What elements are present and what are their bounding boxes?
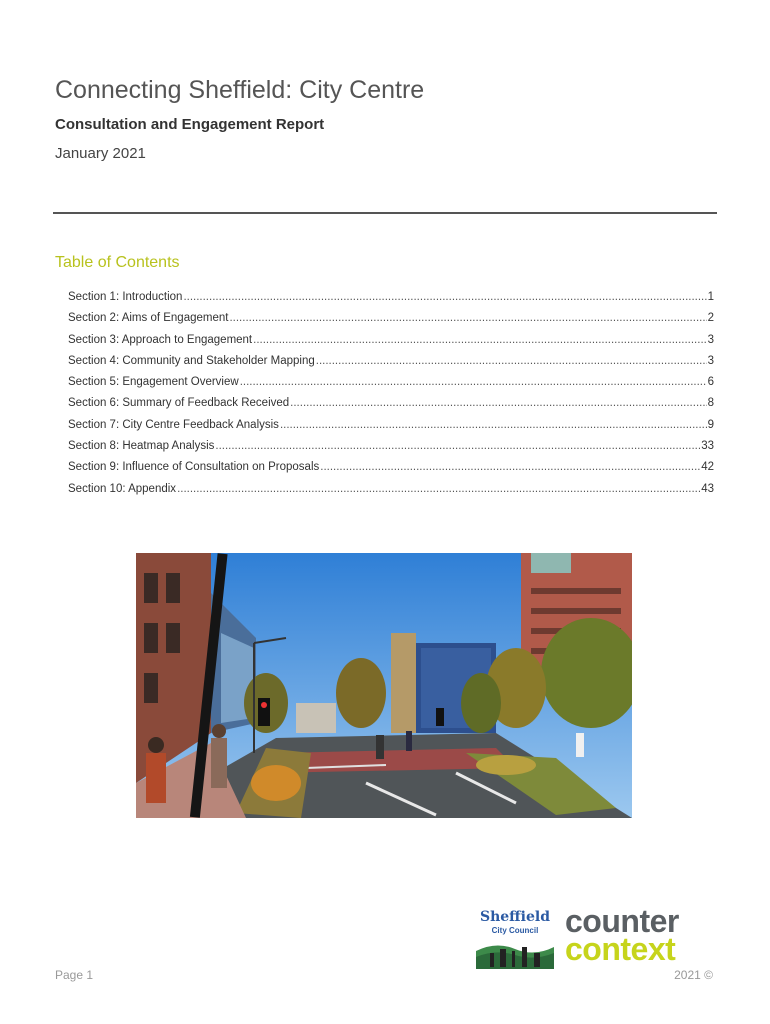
toc-entry-label: Section 1: Introduction [68, 291, 183, 303]
toc-leader-dots [229, 312, 706, 324]
toc-entry-1[interactable] [68, 291, 714, 312]
toc-leader-dots [316, 355, 707, 367]
toc-leader-dots [290, 397, 706, 409]
toc-entry-page: 2 [707, 312, 714, 325]
toc-entry-page: 8 [707, 397, 714, 410]
toc-entry-10[interactable] [68, 483, 714, 504]
toc-leader-dots [177, 483, 700, 495]
table-of-contents [68, 291, 714, 504]
toc-entry-7[interactable] [68, 419, 714, 440]
document-subtitle: Consultation and Engagement Report [55, 116, 325, 133]
toc-entry-page: 9 [707, 418, 714, 431]
toc-entry-page: 33 [701, 440, 714, 453]
toc-entry-label: Section 9: Influence of Consultation on Proposals [68, 461, 320, 474]
toc-entry-page: 1 [707, 291, 714, 303]
council-name: Sheffield [479, 909, 551, 925]
copyright: 2021 © [674, 968, 713, 982]
toc-entry-9[interactable] [68, 461, 714, 482]
toc-entry-label: Section 2: Aims of Engagement [68, 312, 229, 325]
toc-entry-4[interactable] [68, 355, 714, 376]
toc-entry-2[interactable] [68, 312, 714, 333]
page-number: Page 1 [55, 968, 94, 982]
header-divider [53, 212, 717, 214]
document-title: Connecting Sheffield: City Centre [55, 76, 425, 104]
toc-leader-dots [280, 419, 707, 431]
toc-entry-page: 42 [701, 461, 714, 474]
toc-leader-dots [253, 334, 706, 346]
toc-leader-dots [215, 440, 700, 452]
toc-entry-page: 3 [707, 333, 714, 346]
toc-entry-page: 6 [707, 376, 714, 389]
city-centre-street-image [136, 553, 632, 818]
toc-entry-page: 43 [701, 482, 714, 495]
toc-entry-5[interactable] [68, 376, 714, 397]
toc-entry-label: Section 6: Summary of Feedback Received [68, 397, 290, 410]
toc-entry-label: Section 5: Engagement Overview [68, 376, 239, 389]
counter-context-logo [565, 903, 715, 967]
toc-entry-label: Section 4: Community and Stakeholder Mapping [68, 354, 315, 367]
document-date: January 2021 [55, 145, 146, 162]
toc-entry-6[interactable] [68, 397, 714, 418]
toc-entry-3[interactable] [68, 334, 714, 355]
toc-leader-dots [183, 291, 706, 303]
counter-wordmark: counter [565, 903, 679, 939]
toc-entry-8[interactable] [68, 440, 714, 461]
toc-leader-dots [320, 461, 700, 473]
toc-heading: Table of Contents [55, 254, 180, 271]
toc-entry-label: Section 10: Appendix [68, 482, 177, 495]
context-wordmark: context [565, 931, 676, 967]
toc-entry-page: 3 [707, 354, 714, 367]
toc-entry-label: Section 7: City Centre Feedback Analysis [68, 418, 279, 431]
toc-entry-label: Section 8: Heatmap Analysis [68, 440, 215, 453]
council-subtitle: City Council [491, 926, 539, 935]
toc-entry-label: Section 3: Approach to Engagement [68, 333, 253, 346]
toc-leader-dots [240, 376, 707, 388]
